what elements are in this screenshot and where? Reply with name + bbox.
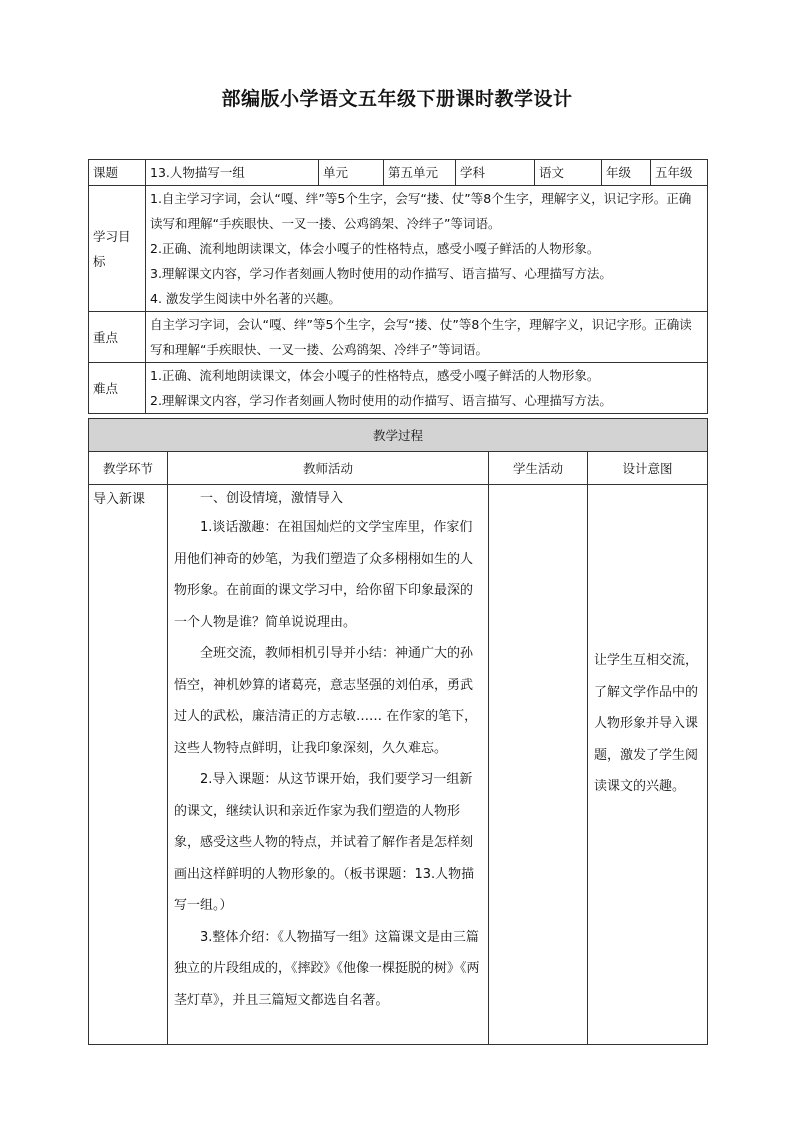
topic-row (89, 160, 708, 186)
difficulty-content (146, 363, 708, 414)
design-intent-text: 让学生互相交流，了解文学作品中的人物形象并导入课题，激发了学生阅读课文的兴趣。 (594, 653, 699, 794)
teaching-process-table (88, 418, 708, 1045)
grade-value: 五年级 (651, 160, 708, 186)
difficulty-row (89, 363, 708, 414)
column-header: 教师活动 (168, 452, 489, 485)
subject-label: 学科 (456, 160, 535, 186)
process-row (89, 485, 708, 1045)
grade-label: 年级 (602, 160, 651, 186)
teacher-paragraph: 3.整体介绍：《人物描写一组》这篇课文是由三篇独立的片段组成的，《摔跤》《他像一棵挺脱的树》《两茎灯草》，并且三篇短文都选自名著。 (174, 929, 480, 1008)
teacher-paragraph: 一、创设情境，激情导入 (200, 491, 344, 506)
goal-item: 3.理解课文内容，学习作者刻画人物时使用的动作描写、语言描写、心理描写方法。 (150, 266, 612, 281)
goals-row (89, 186, 708, 312)
unit-label: 单元 (319, 160, 384, 186)
topic-value: 13.人物描写一组 (146, 160, 319, 186)
subject-value: 语文 (535, 160, 602, 186)
difficulty-label: 难点 (89, 363, 146, 414)
process-title: 教学过程 (89, 419, 708, 452)
stage-cell: 导入新课 (89, 485, 168, 1045)
column-header: 设计意图 (588, 452, 708, 485)
teacher-paragraph: 2.导入课题：从这节课开始，我们要学习一组新的课文，继续认识和亲近作家为我们塑造的人物形象，感受这些人物的特点，并试着了解作者是怎样刻画出这样鲜明的人物形象的。（板书课题：13.人物描写一组。） (174, 772, 475, 913)
design-intent-cell (588, 485, 708, 1045)
difficulty-item: 2.理解课文内容，学习作者刻画人物时使用的动作描写、语言描写、心理描写方法。 (150, 393, 612, 408)
key-content (146, 312, 708, 363)
lesson-info-table (88, 159, 708, 414)
goal-item: 1.自主学习字词，会认“嘎、绊”等5个生字，会写“搂、仗”等8个生字，理解字义，识记字形。正确读写和理解“手疾眼快、一叉一搂、公鸡鹆架、冷绊子”等词语。 (150, 191, 692, 231)
page-title: 部编版小学语文五年级下册课时教学设计 (221, 88, 573, 110)
teacher-paragraph: 1.谈话激趣：在祖国灿烂的文学宝库里，作家们用他们神奇的妙笔，为我们塑造了众多栩栩如生的人物形象。在前面的课文学习中，给你留下印象最深的一个人物是谁？简单说说理由。 (174, 520, 474, 630)
goals-label: 学习目标 (89, 186, 146, 312)
difficulty-item: 1.正确、流利地朗读课文，体会小嘎子的性格特点，感受小嘎子鲜活的人物形象。 (150, 368, 600, 383)
unit-value: 第五单元 (384, 160, 456, 186)
process-header-row (89, 452, 708, 485)
teacher-paragraph: 全班交流，教师相机引导并小结：神通广大的孙悟空，神机妙算的诸葛亮，意志坚强的刘伯承，勇武过人的武松，廉洁清正的方志敏…… 在作家的笔下，这些人物特点鲜明，让我印象深刻，久久难忘。 (174, 646, 478, 756)
column-header: 教学环节 (89, 452, 168, 485)
student-activity-cell (489, 485, 588, 1045)
goal-item: 2.正确、流利地朗读课文，体会小嘎子的性格特点，感受小嘎子鲜活的人物形象。 (150, 241, 600, 256)
key-points-row (89, 312, 708, 363)
goals-content (146, 186, 708, 312)
topic-label: 课题 (89, 160, 146, 186)
key-label: 重点 (89, 312, 146, 363)
column-header: 学生活动 (489, 452, 588, 485)
teacher-activity-cell (168, 485, 489, 1045)
goal-item: 4. 激发学生阅读中外名著的兴趣。 (150, 291, 341, 306)
key-item: 自主学习字词，会认“嘎、绊”等5个生字，会写“搂、仗”等8个生字，理解字义，识记字形。正确读写和理解“手疾眼快、一叉一搂、公鸡鹆架、冷绊子”等词语。 (150, 317, 692, 357)
